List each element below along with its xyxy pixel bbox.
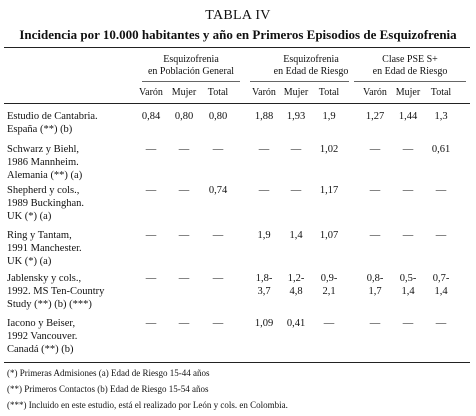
footnote: (***) Incluido en este estudio, está el realizado por León y cols. en Colombia. bbox=[7, 400, 288, 410]
table-cell: — bbox=[145, 318, 157, 329]
table-cell: 0,74 bbox=[208, 185, 228, 196]
group-header-edad-riesgo: Esquizofrenia en Edad de Riesgo bbox=[273, 54, 349, 77]
group-header-poblacion-general: Esquizofrenia en Población General bbox=[147, 54, 235, 77]
study-label: Jablensky y cols., 1992. MS Ten-Country Study (**) (b) (***) bbox=[7, 273, 105, 310]
table-cell: — bbox=[178, 230, 190, 241]
table-cell: 0,9- 2,1 bbox=[320, 273, 338, 297]
footnote: (*) Primeras Admisiones (a) Edad de Riesgo 15-44 años bbox=[7, 368, 210, 378]
table-cell: — bbox=[178, 185, 190, 196]
table-cell: — bbox=[145, 230, 157, 241]
column-header: Total bbox=[207, 87, 229, 98]
footnote: (**) Primeros Contactos (b) Edad de Riesgo 15-54 años bbox=[7, 384, 209, 394]
table-cell: — bbox=[435, 318, 447, 329]
study-label: Ring y Tantam, 1991 Manchester. UK (*) (a) bbox=[7, 230, 82, 267]
table-cell: — bbox=[290, 144, 302, 155]
header-rule bbox=[4, 103, 470, 104]
table-cell: — bbox=[178, 273, 190, 284]
column-header: Mujer bbox=[395, 87, 421, 98]
table-cell: 1,9 bbox=[257, 230, 271, 241]
table-cell: 0,7- 1,4 bbox=[432, 273, 450, 297]
table-number: TABLA IV bbox=[205, 8, 271, 23]
table-cell: — bbox=[178, 318, 190, 329]
table-cell: 0,84 bbox=[141, 111, 161, 122]
table-cell: 1,44 bbox=[398, 111, 418, 122]
study-label: Schwarz y Biehl, 1986 Mannheim. Alemania (**) (a) bbox=[7, 144, 83, 181]
column-header: Varón bbox=[252, 87, 276, 98]
table-cell: 1,2- 4,8 bbox=[287, 273, 305, 297]
column-header: Mujer bbox=[283, 87, 309, 98]
study-label: Estudio de Cantabria. España (**) (b) bbox=[7, 111, 98, 135]
table-cell: 1,8- 3,7 bbox=[255, 273, 273, 297]
table-cell: — bbox=[145, 185, 157, 196]
group-underline bbox=[250, 81, 349, 82]
table-cell: — bbox=[212, 273, 224, 284]
group-header-pse: Clase PSE S+ en Edad de Riesgo bbox=[372, 54, 448, 77]
table-cell: — bbox=[258, 185, 270, 196]
table-cell: — bbox=[212, 230, 224, 241]
table-cell: 1,3 bbox=[434, 111, 448, 122]
column-header: Mujer bbox=[171, 87, 197, 98]
column-header: Varón bbox=[139, 87, 163, 98]
table-cell: 1,17 bbox=[319, 185, 339, 196]
table-cell: — bbox=[212, 144, 224, 155]
table-footnotes bbox=[7, 367, 288, 411]
table-cell: 0,41 bbox=[286, 318, 306, 329]
table-cell: — bbox=[323, 318, 335, 329]
table-cell: — bbox=[178, 144, 190, 155]
table-cell: — bbox=[402, 230, 414, 241]
table-cell: 1,02 bbox=[319, 144, 339, 155]
table-cell: 0,5- 1,4 bbox=[399, 273, 417, 297]
table-cell: — bbox=[369, 185, 381, 196]
table-cell: 0,61 bbox=[431, 144, 451, 155]
table-cell: — bbox=[369, 230, 381, 241]
study-label: Iacono y Beiser, 1992 Vancouver. Canadá (**) (b) bbox=[7, 318, 78, 355]
table-cell: 1,27 bbox=[365, 111, 385, 122]
table-cell: 0,8- 1,7 bbox=[366, 273, 384, 297]
column-header: Total bbox=[318, 87, 340, 98]
group-underline bbox=[142, 81, 240, 82]
table-cell: — bbox=[369, 318, 381, 329]
table-cell: 1,09 bbox=[254, 318, 274, 329]
table-cell: — bbox=[258, 144, 270, 155]
table-cell: — bbox=[402, 318, 414, 329]
table-cell: 1,93 bbox=[286, 111, 306, 122]
table-cell: 1,4 bbox=[289, 230, 303, 241]
table-cell: — bbox=[369, 144, 381, 155]
top-rule bbox=[4, 47, 470, 48]
table-cell: 0,80 bbox=[208, 111, 228, 122]
column-header: Varón bbox=[363, 87, 387, 98]
table-cell: 1,07 bbox=[319, 230, 339, 241]
bottom-rule bbox=[4, 362, 470, 363]
table-cell: — bbox=[402, 185, 414, 196]
table-cell: — bbox=[435, 230, 447, 241]
table-cell: — bbox=[212, 318, 224, 329]
table-cell: 1,88 bbox=[254, 111, 274, 122]
column-header: Total bbox=[430, 87, 452, 98]
table-cell: — bbox=[290, 185, 302, 196]
table-cell: 1,9 bbox=[322, 111, 336, 122]
table-cell: — bbox=[435, 185, 447, 196]
table-cell: 0,80 bbox=[174, 111, 194, 122]
table-cell: — bbox=[402, 144, 414, 155]
table-cell: — bbox=[145, 273, 157, 284]
table-cell: — bbox=[145, 144, 157, 155]
study-label: Shepherd y cols., 1989 Buckinghan. UK (*) (a) bbox=[7, 185, 84, 222]
table-caption: Incidencia por 10.000 habitantes y año en Primeros Episodios de Esquizofrenia bbox=[19, 27, 457, 42]
group-underline bbox=[354, 81, 466, 82]
